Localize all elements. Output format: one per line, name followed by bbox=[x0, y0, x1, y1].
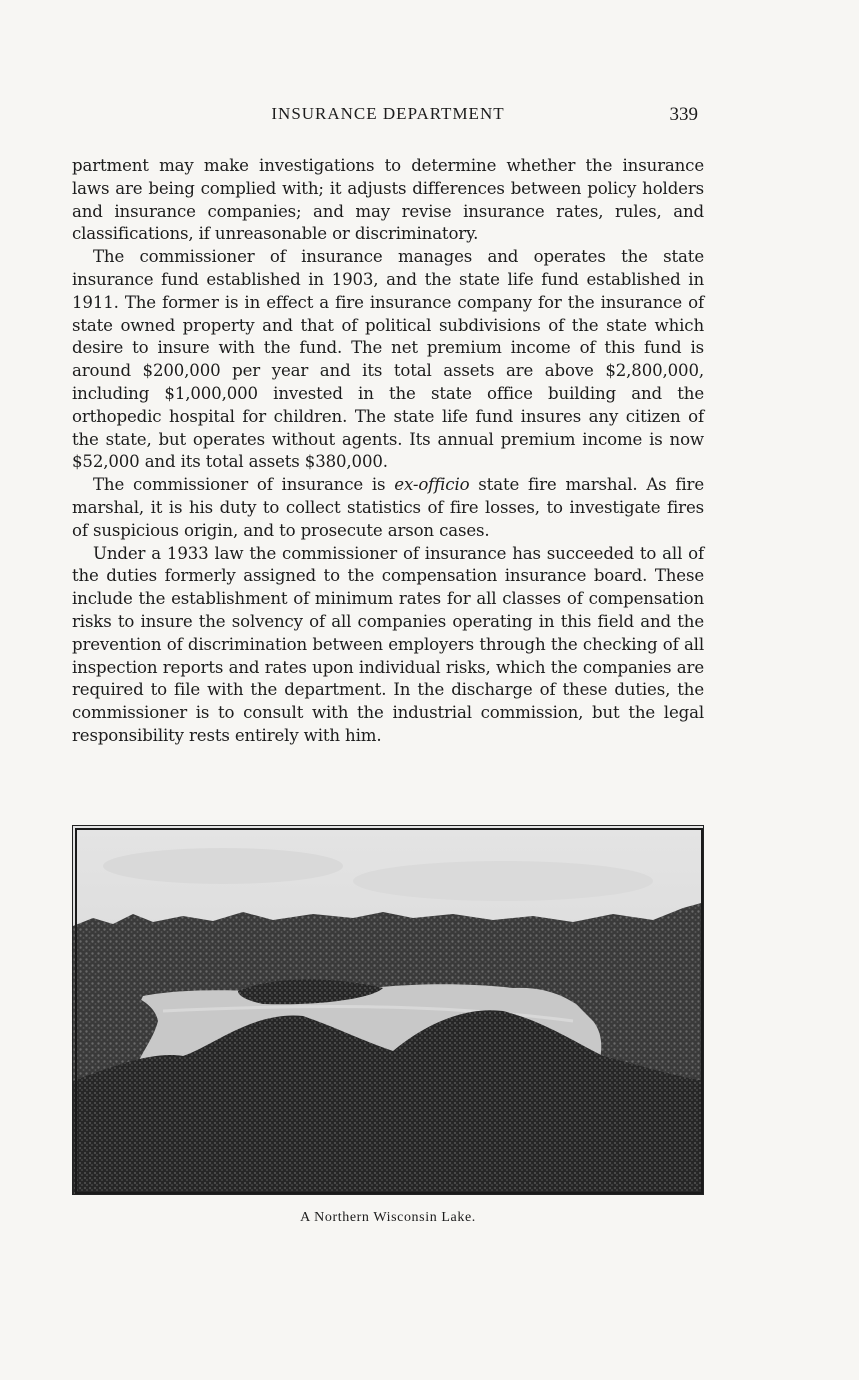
fire-marshal-text-end: state fire marshal. As fire marshal, it is his duty to collect statistics of fire losses, to investigate fires of suspicious origin, and to prosecute arson cases. bbox=[72, 475, 704, 540]
paragraph-fire-marshal bbox=[72, 474, 704, 542]
page-header bbox=[72, 104, 704, 130]
running-title: INSURANCE DEPARTMENT bbox=[271, 104, 505, 123]
body-text bbox=[72, 155, 704, 748]
photo-caption: A Northern Wisconsin Lake. bbox=[300, 1210, 476, 1225]
ex-officio-term: ex-officio bbox=[394, 475, 470, 495]
lake-photograph bbox=[72, 825, 704, 1195]
lake-photo-image bbox=[73, 826, 704, 1195]
paragraph-compensation: Under a 1933 law the commissioner of insurance has succeeded to all of the duties formerly assigned to the compensation insurance board. These include the establishment of minimum rates for all classes of compensation risks to insure the solvency of all companies operating in this field and the prevention of discrimination between employers through the checking of all inspection reports and rates upon individual risks, which the companies are required to file with the department. In the discharge of these duties, the commissioner is to consult with the industrial commission, but the legal responsibility rests entirely with him. bbox=[72, 543, 704, 745]
page-number: 339 bbox=[669, 104, 698, 125]
paragraph-state-fund: The commissioner of insurance manages and operates the state insurance fund established in 1903, and the state life fund established in 1911. The former is in effect a fire insurance company for the insurance of state owned property and that of political subdivisions of the state which desire to insure with the fund. The net premium income of this fund is around $200,000 per year and its total assets are above $2,800,000, including $1,000,000 invested in the state office building and the orthopedic hospital for children. The state life fund insures any citizen of the state, but operates without agents. Its annual premium income is now $52,000 and its total assets $380,000. bbox=[72, 247, 704, 472]
fire-marshal-text-start: The commissioner of insurance is bbox=[93, 475, 395, 495]
paragraph-continuation: partment may make investigations to determine whether the insurance laws are being complied with; it adjusts differences between policy holders and insurance companies; and may revise insurance rates, rules, and classifications, if unreasonable or discriminatory. bbox=[72, 156, 704, 244]
